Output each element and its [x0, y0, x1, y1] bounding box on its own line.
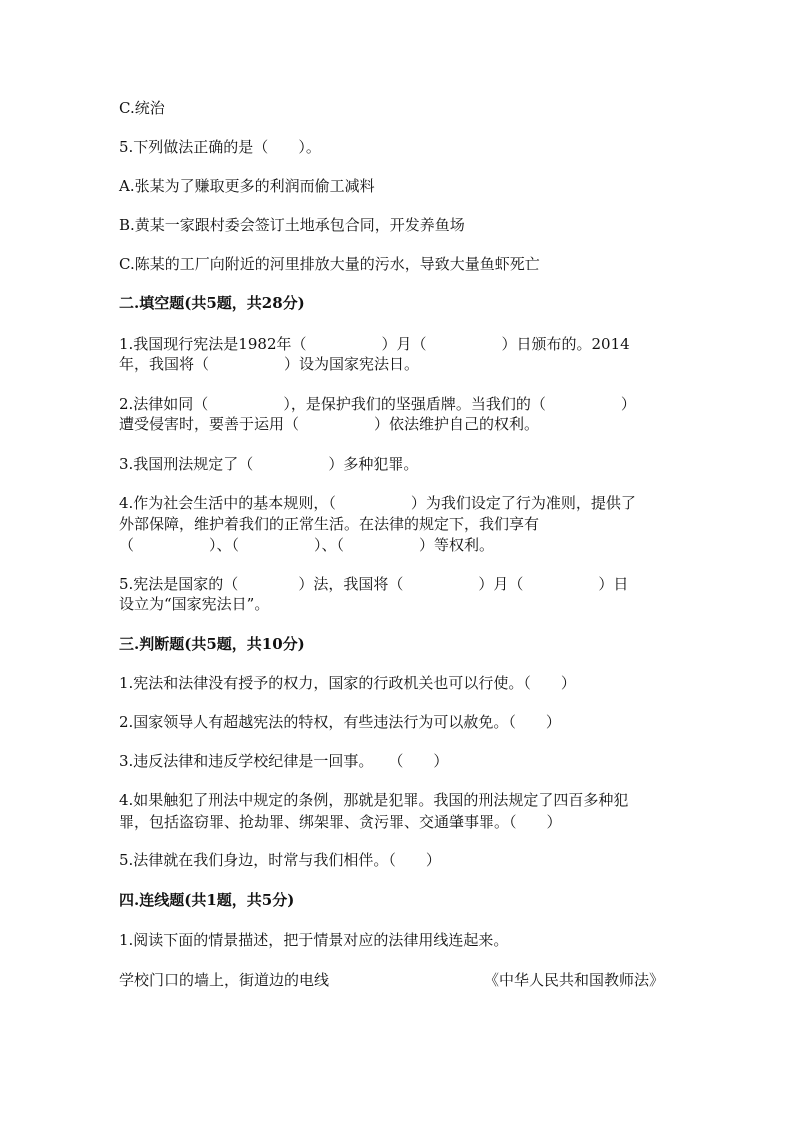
- option-c: C.陈某的工厂向附近的河里排放大量的污水，导致大量鱼虾死亡: [119, 255, 540, 273]
- fill-q4-line3: （ ）、（ ）、（ ）等权利。: [119, 536, 495, 554]
- section-heading-true-false: 三.判断题(共5题，共10分): [119, 635, 305, 653]
- tf-q2: 2.国家领导人有超越宪法的特权，有些违法行为可以赦免。（ ）: [119, 713, 561, 731]
- match-right-item: 《中华人民共和国教师法》: [484, 971, 665, 989]
- tf-q4-line2: 罪，包括盗窃罪、抢劫罪、绑架罪、贪污罪、交通肇事罪。（ ）: [119, 813, 562, 831]
- match-left-item: 学校门口的墙上，街道边的电线: [119, 971, 330, 989]
- option-c-rule: C.统治: [119, 99, 165, 117]
- tf-q1: 1.宪法和法律没有授予的权力，国家的行政机关也可以行使。（ ）: [119, 674, 576, 692]
- fill-q4-line1: 4.作为社会生活中的基本规则，（ ）为我们设定了行为准则，提供了: [119, 494, 636, 512]
- section-heading-fill-in: 二.填空题(共5题，共28分): [119, 294, 305, 312]
- fill-q4-line2: 外部保障，维护着我们的正常生活。在法律的规定下，我们享有: [119, 515, 540, 533]
- question-5: 5.下列做法正确的是（ ）。: [119, 138, 321, 156]
- fill-q5-line2: 设立为“国家宪法日”。: [119, 595, 270, 613]
- tf-q3: 3.违反法律和违反学校纪律是一回事。 （ ）: [119, 752, 449, 770]
- fill-q2-line1: 2.法律如同（ ），是保护我们的坚强盾牌。当我们的（ ）: [119, 395, 636, 413]
- tf-q4-line1: 4.如果触犯了刑法中规定的条例，那就是犯罪。我国的刑法规定了四百多种犯: [119, 791, 629, 809]
- match-q1: 1.阅读下面的情景描述，把于情景对应的法律用线连起来。: [119, 931, 509, 949]
- option-b: B.黄某一家跟村委会签订土地承包合同，开发养鱼场: [119, 216, 465, 234]
- tf-q5: 5.法律就在我们身边，时常与我们相伴。（ ）: [119, 851, 441, 869]
- fill-q1-line1: 1.我国现行宪法是1982年（ ）月（ ）日颁布的。2014: [119, 335, 630, 353]
- fill-q2-line2: 遭受侵害时，要善于运用（ ）依法维护自己的权利。: [119, 415, 540, 433]
- section-heading-matching: 四.连线题(共1题，共5分): [119, 891, 295, 909]
- option-a: A.张某为了赚取更多的利润而偷工减料: [119, 177, 375, 195]
- fill-q5-line1: 5.宪法是国家的（ ）法，我国将（ ）月（ ）日: [119, 575, 629, 593]
- fill-q1-line2: 年，我国将（ ）设为国家宪法日。: [119, 355, 420, 373]
- fill-q3: 3.我国刑法规定了（ ）多种犯罪。: [119, 455, 419, 473]
